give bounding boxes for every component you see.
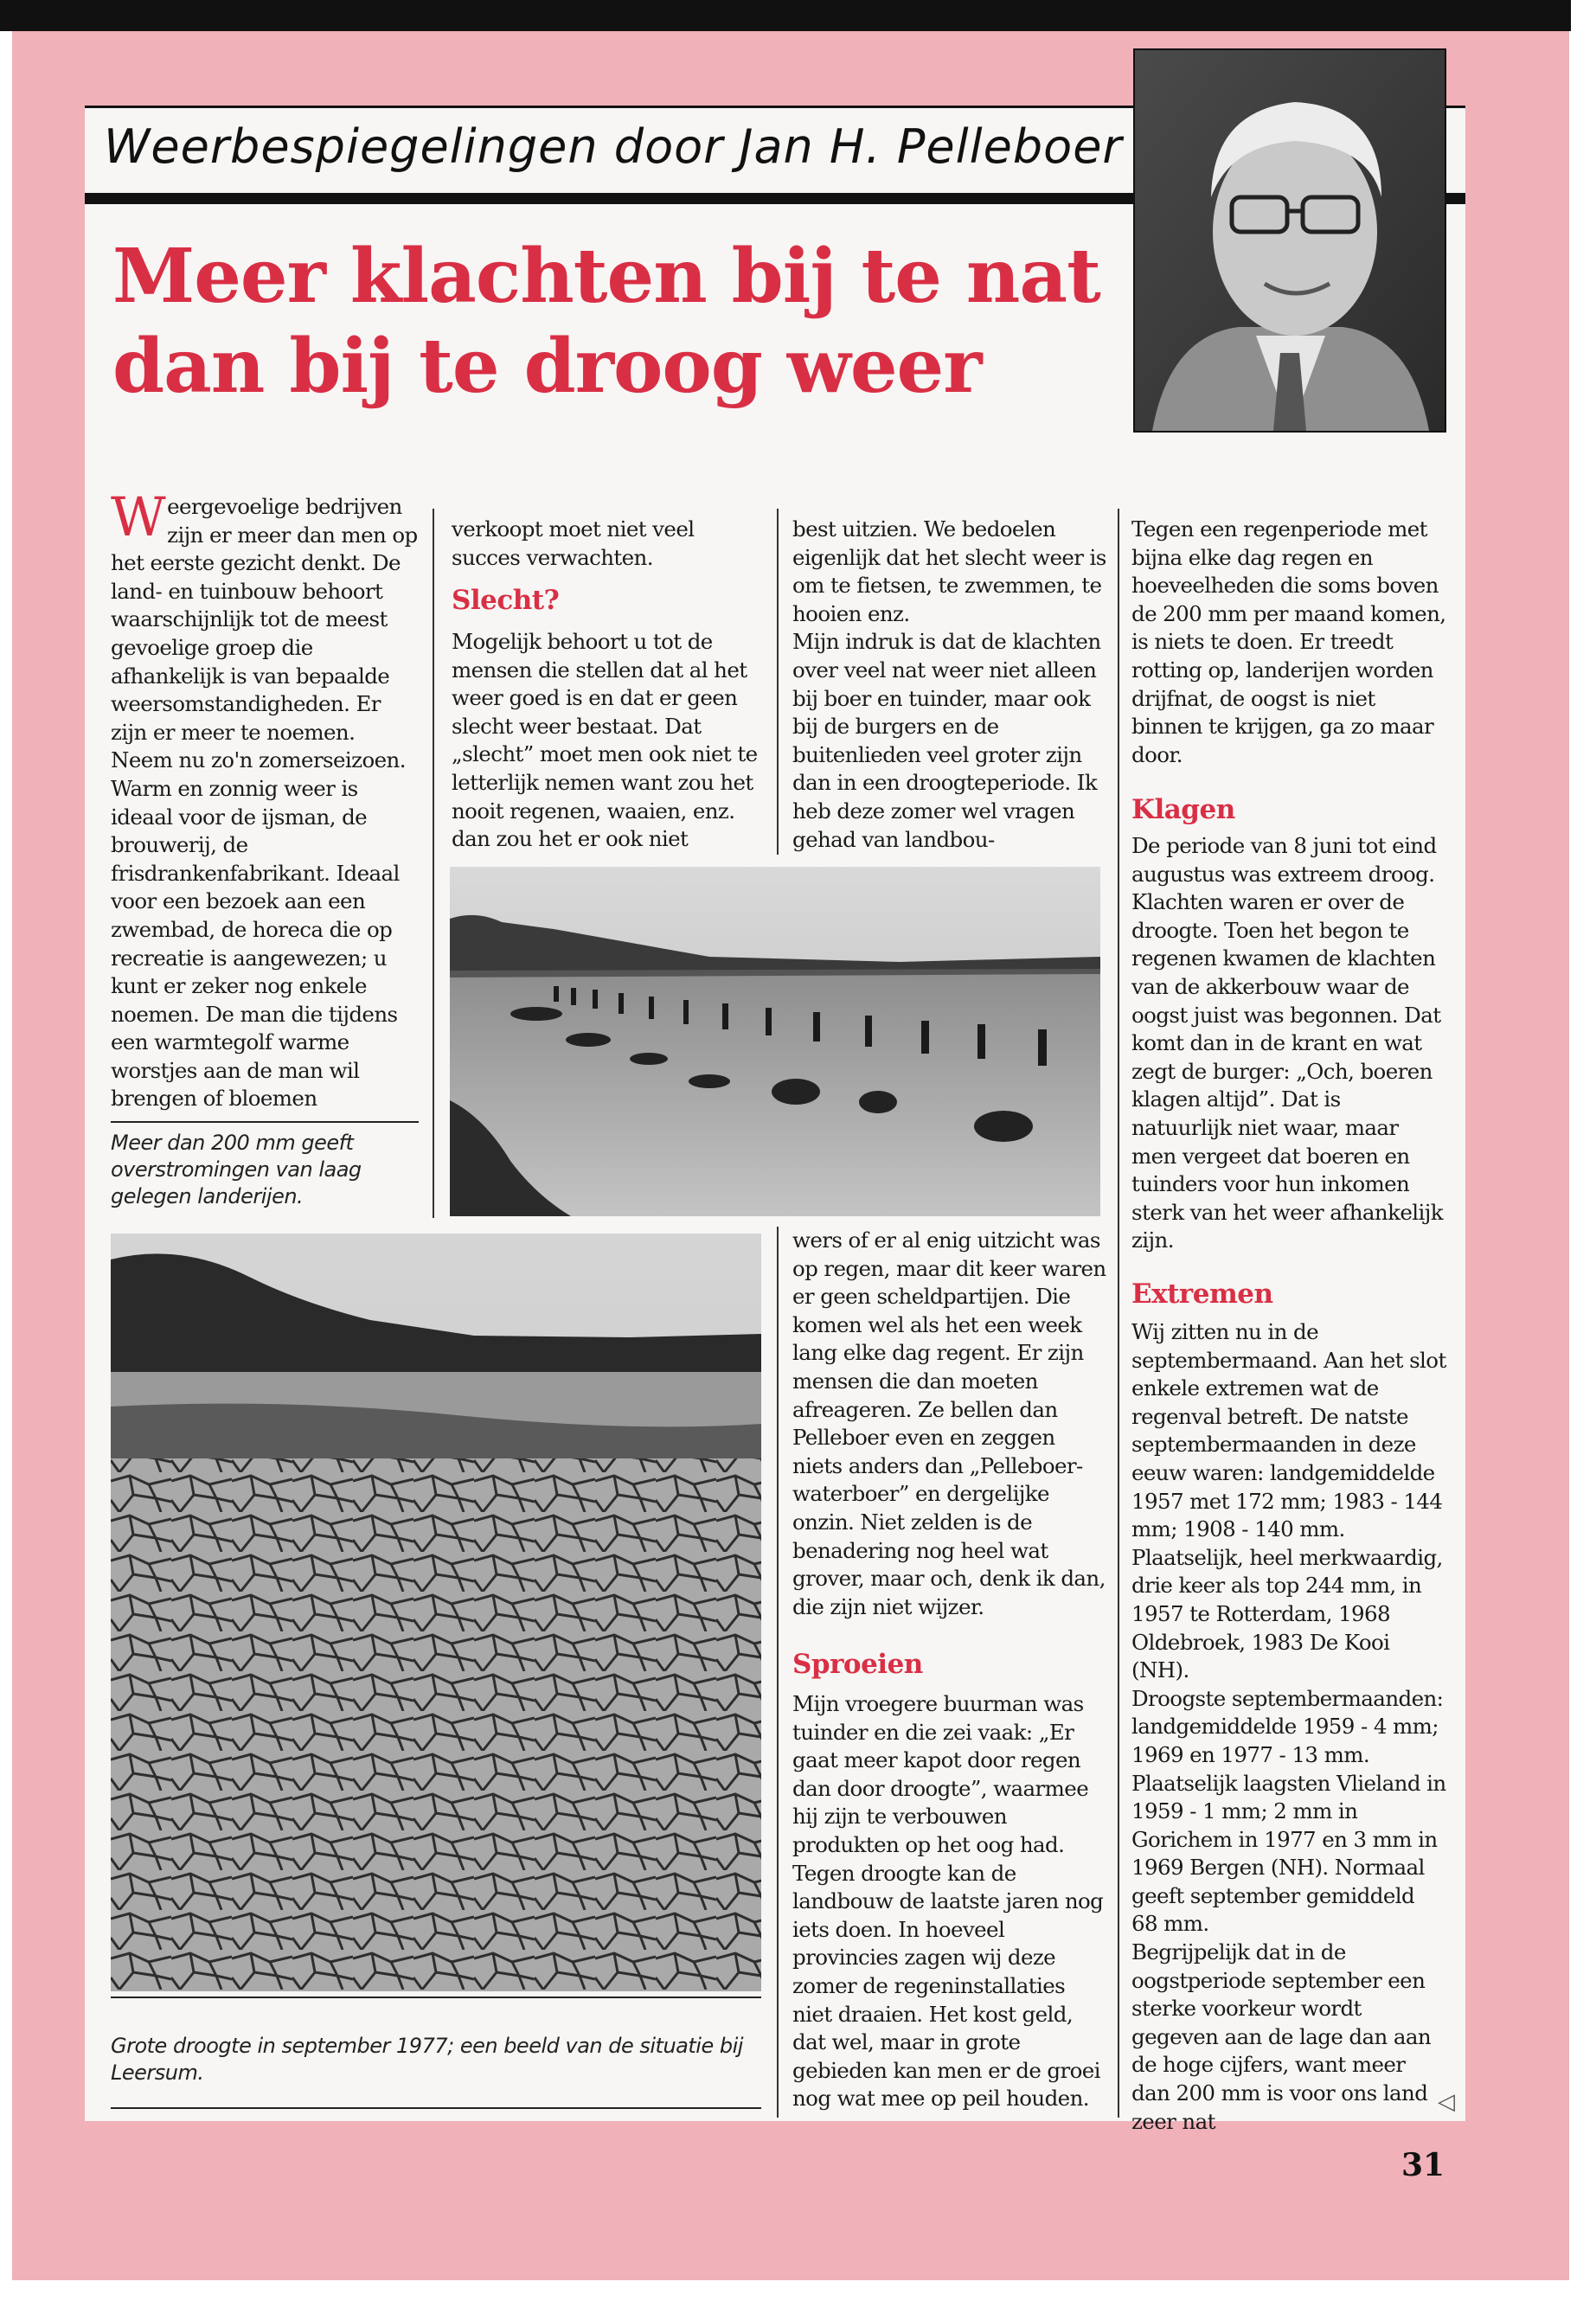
col2-paragraph-2: Mogelijk behoort u tot de mensen die stellen dat al het weer goed is en dat er geen slecht weer bestaat. Dat „slecht” moet men ook niet te letterlijk nemen want zou het nooit regenen, waaien, enz. dan zou het er ook niet bbox=[452, 629, 758, 852]
col1-paragraph-2: Neem nu zo'n zomerseizoen. Warm en zonnig weer is ideaal voor de ijsman, de brouwerij, de frisdrankenfabrikant. Ideaal voor een bezoek aan een zwembad, de horeca die op recreatie is aangewezen; u kunt er zeker nog enkele noemen. De man die tijdens een warmtegolf warme worstjes aan de man wil brengen of bloemen bbox=[111, 747, 406, 1112]
column-1 bbox=[111, 485, 420, 1113]
col4-paragraph-4: Droogste septembermaanden: landgemiddelde 1959 - 4 mm; 1969 en 1977 - 13 mm. Plaatselijk laagsten Vlieland in 1959 - 1 mm; 2 mm in Gorichem in 1977 en 3 mm in 1969 Bergen (NH). Normaal geeft september gemiddeld 68 mm. bbox=[1131, 1685, 1446, 1937]
caption-rule-drought-bottom bbox=[111, 2107, 761, 2109]
continue-arrow-icon: ◁ bbox=[1438, 2088, 1455, 2114]
caption-drought: Grote droogte in september 1977; een beeld van de situatie bij Leersum. bbox=[111, 2034, 743, 2085]
subhead-slecht: Slecht? bbox=[452, 585, 560, 616]
col1-paragraph-1: eergevoelige bedrijven zijn er meer dan men op het eerste gezicht denkt. De land- en tuinbouw behoort waarschijnlijk tot de meest gevoelige groep die afhankelijk is van bepaalde weersomstandigheden. Er zijn er meer te noemen. bbox=[111, 494, 418, 745]
headline-line-1: Meer klachten bij te nat bbox=[112, 233, 1100, 320]
col3-paragraph-3: wers of er al enig uitzicht was op regen, maar dit keer waren er geen scheldpartijen. Die komen wel als het een week lang elke dag regent. Er zijn mensen die dan moeten afreageren. Ze bellen dan Pelleboer even en zeggen niets anders dan „Pelleboer-waterboer” en dergelijke onzin. Niet zelden is de benadering nog heel wat grover, maar och, denk ik dan, die zijn niet wijzer. bbox=[792, 1227, 1106, 1619]
col4-paragraph-1: Tegen een regenperiode met bijna elke dag regen en hoeveelheden die soms boven de 200 mm per maand komen, is niets te doen. Er treedt rotting op, landerijen worden drijfnat, de oogst is niet binnen te krijgen, ga zo maar door. bbox=[1131, 516, 1446, 767]
column-4-klagen bbox=[1131, 832, 1446, 1255]
headline bbox=[112, 232, 1107, 412]
scan-border-top bbox=[0, 0, 1596, 31]
page-number: 31 bbox=[1401, 2147, 1445, 2183]
scan-border-right bbox=[1571, 0, 1596, 2301]
column-4 bbox=[1131, 516, 1446, 769]
column-2-body bbox=[452, 628, 765, 854]
column-rule-3 bbox=[1118, 509, 1119, 2118]
column-3-top bbox=[792, 516, 1107, 854]
caption-rule-flood bbox=[111, 1121, 419, 1123]
col4-paragraph-3: Wij zitten nu in de septembermaand. Aan het slot enkele extremen wat de regenval betreft. De natste septembermaanden in deze eeuw waren: landgemiddelde 1957 met 172 mm; 1983 - 144 mm; 1908 - 140 mm. Plaatselijk, heel merkwaardig, drie keer als top 244 mm, in 1957 te Rotterdam, 1968 Oldebroek, 1983 De Kooi (NH). bbox=[1131, 1319, 1446, 1683]
column-2 bbox=[452, 516, 765, 572]
author-portrait bbox=[1133, 48, 1446, 433]
subhead-klagen: Klagen bbox=[1131, 794, 1235, 825]
column-rule-1 bbox=[433, 509, 434, 1218]
col3-paragraph-1: best uitzien. We bedoelen eigenlijk dat het slecht weer is om te fietsen, te zwemmen, te hooien enz. bbox=[792, 516, 1106, 626]
caption-rule-drought bbox=[111, 1997, 761, 1998]
headline-line-2: dan bij te droog weer bbox=[112, 323, 982, 410]
col3-paragraph-4: Mijn vroegere buurman was tuinder en die zei vaak: „Er gaat meer kapot door regen dan door droogte”, waarmee hij zijn te verbouwen produkten op het oog had. Tegen droogte kan de landbouw de laatste jaren nog iets doen. In hoeveel provincies zagen wij deze zomer de regeninstallaties niet draaien. Het kost geld, dat wel, maar in grote gebieden kan men er de groei nog wat mee op peil houden. bbox=[792, 1691, 1104, 2112]
column-4-extremen bbox=[1131, 1318, 1446, 2136]
column-rule-2 bbox=[777, 509, 779, 855]
series-title: Weerbespiegelingen door Jan H. Pelleboer bbox=[104, 119, 1123, 174]
col4-paragraph-2: De periode van 8 juni tot eind augustus was extreem droog. Klachten waren er over de droogte. Toen het begon te regenen kwamen de klachten van de akkerbouw waar de oogst juist was begonnen. Dat komt dan in de krant en wat zegt de burger: „Och, boeren klagen altijd”. Dat is natuurlijk niet waar, maar men vergeet dat boeren en tuinders voor hun inkomen sterk van het weer afhankelijk zijn. bbox=[1131, 833, 1443, 1253]
drop-cap: W bbox=[111, 485, 166, 548]
col2-paragraph-1: verkoopt moet niet veel succes verwachten. bbox=[452, 516, 695, 570]
column-rule-2b bbox=[777, 1227, 779, 2118]
drought-photo bbox=[111, 1234, 761, 1991]
column-3-bottom-body bbox=[792, 1690, 1107, 2113]
flood-photo bbox=[450, 867, 1100, 1216]
col3-paragraph-2: Mijn indruk is dat de klachten over veel nat weer niet alleen bij boer en tuinder, maar ook bij de burgers en de buitenlieden veel groter zijn dan in een droogteperiode. Ik heb deze zomer wel vragen gehad van landbou- bbox=[792, 629, 1101, 852]
subhead-sproeien: Sproeien bbox=[792, 1649, 923, 1680]
subhead-extremen: Extremen bbox=[1131, 1279, 1273, 1310]
col4-paragraph-5: Begrijpelijk dat in de oogstperiode september een sterke voorkeur wordt gegeven aan de lage dan aan de hoge cijfers, want meer dan 200 mm is voor ons land zeer nat bbox=[1131, 1939, 1432, 2134]
column-3-bottom bbox=[792, 1227, 1107, 1621]
caption-flood: Meer dan 200 mm geeft overstromingen van laag gelegen landerijen. bbox=[111, 1131, 362, 1208]
